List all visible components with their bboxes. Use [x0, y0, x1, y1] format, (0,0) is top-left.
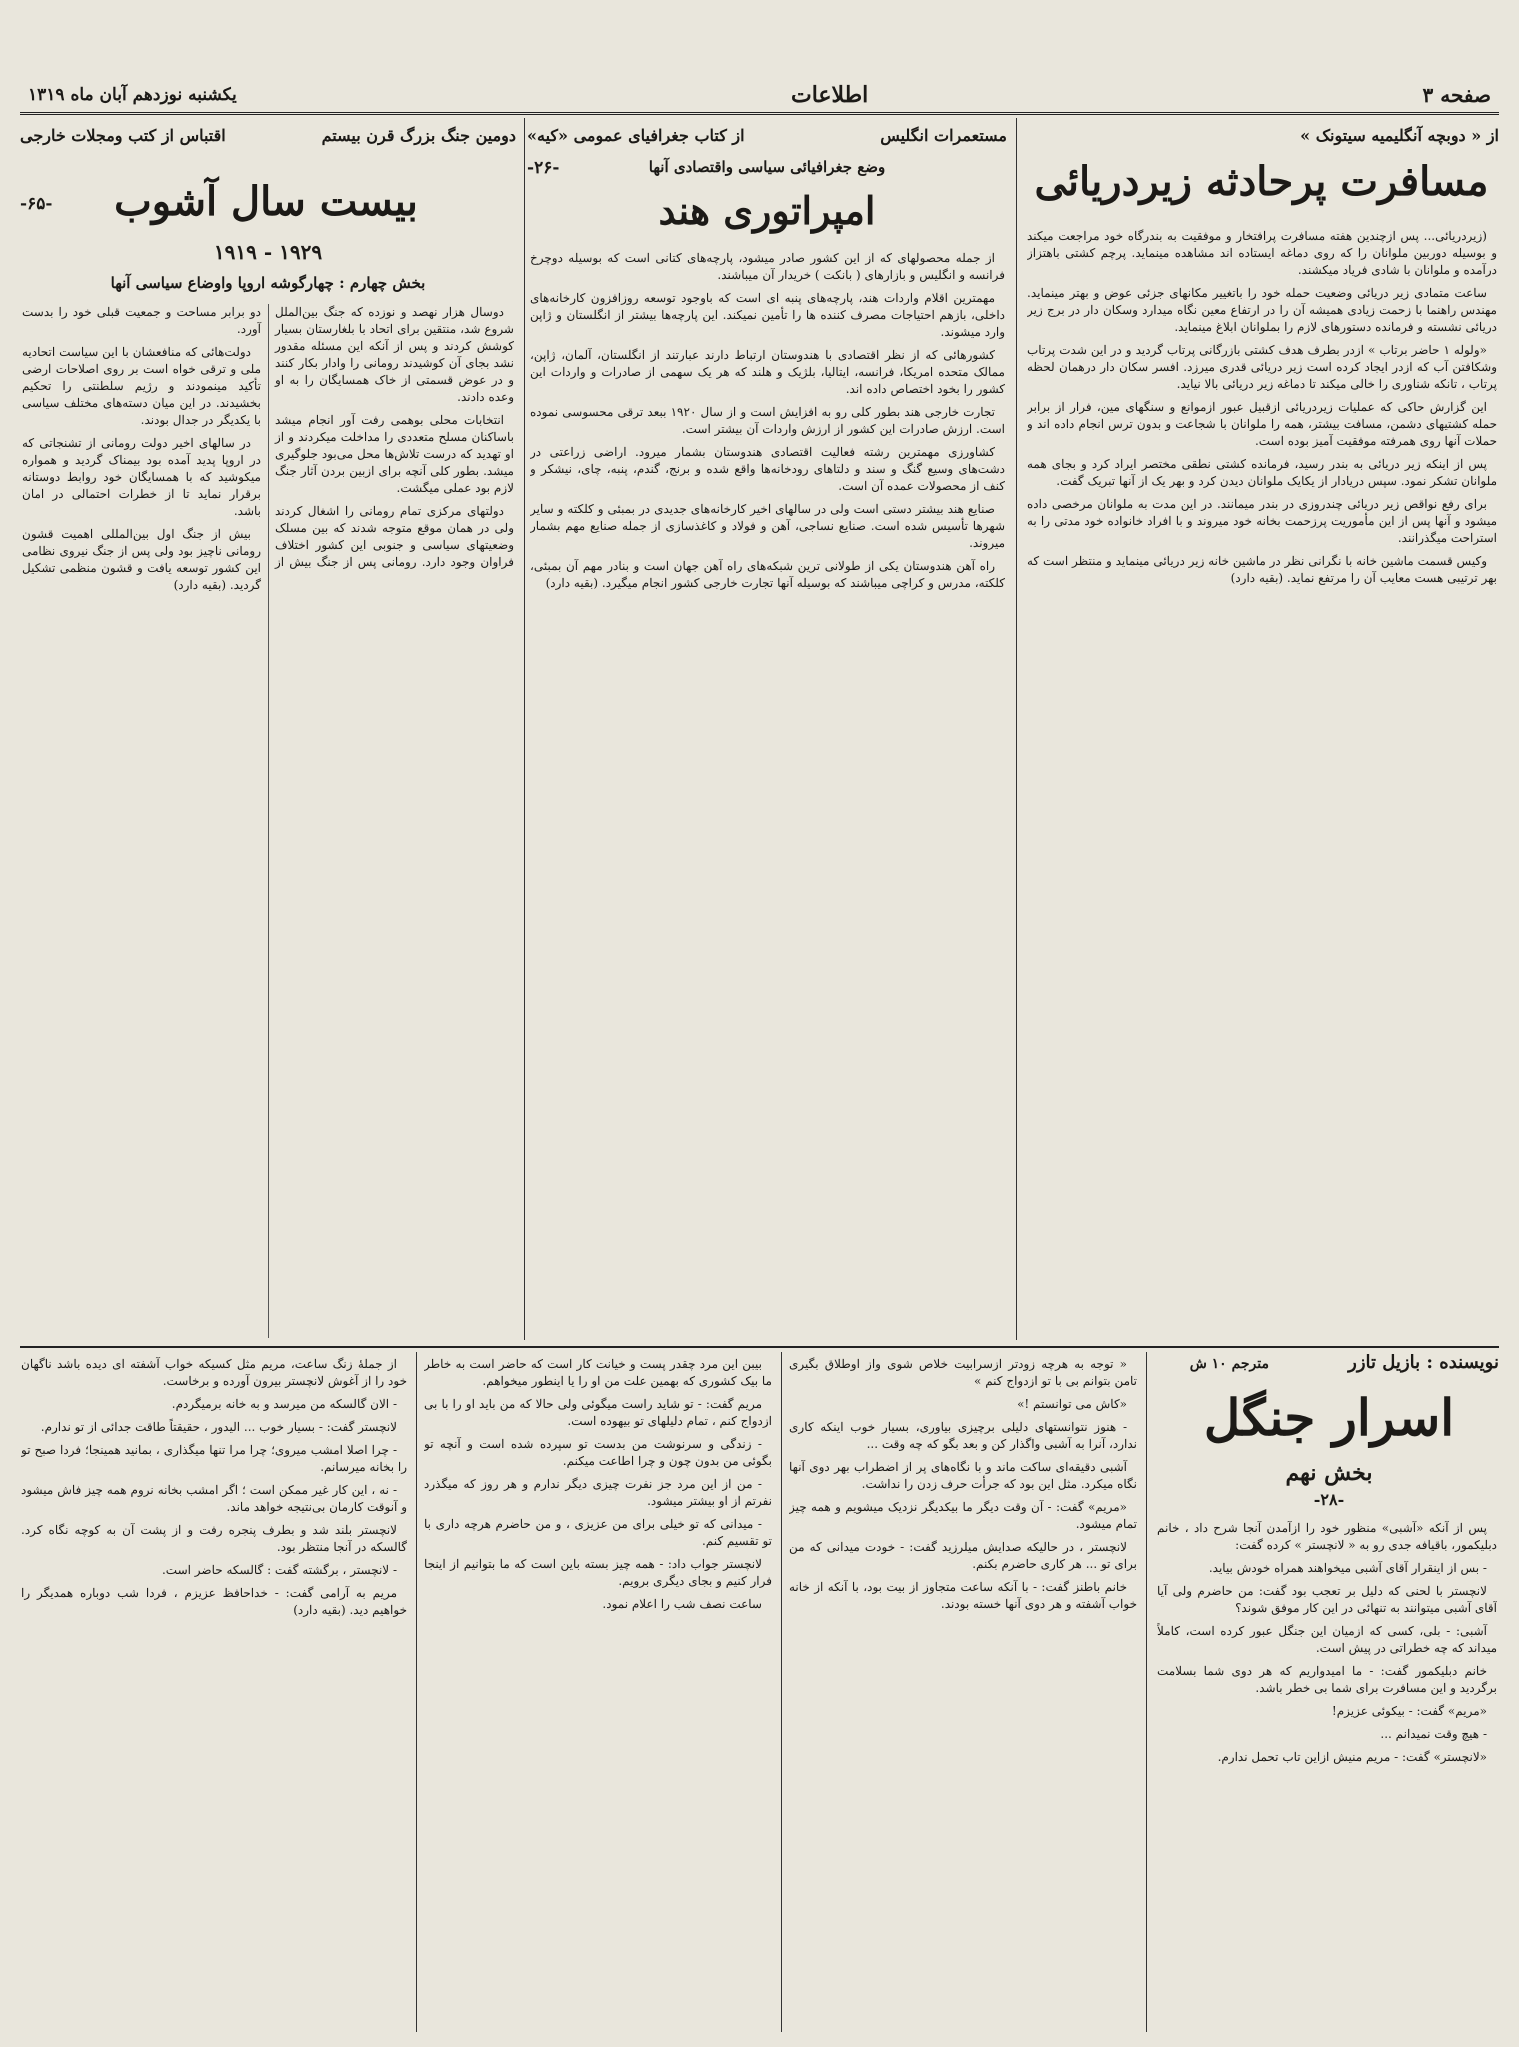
- column-rule: [1146, 1352, 1147, 2032]
- article-title-twenty-years: بیست سال آشوب: [114, 178, 418, 225]
- paragraph: آشبی: - بلی، کسی که ازمیان این جنگل عبور کرده است، کاملاً میداند که چه خطراتی در پیش است.: [1157, 1624, 1497, 1655]
- paragraph: «ولوله ۱ حاضر برتاب » ازدر بطرف هدف کشتی بازرگانی پرتاب گردید و در این شدت پرتاب وشکافتن آب که ازدر ایجاد کرده است زیر دریائی قدری میرزد. افسر سکان دار درهمان لحظه پرتاب ، تانکه شناوری را خالی میکند تا دماغه زیر دریائی بالا نیاید.: [1027, 343, 1497, 391]
- issue-date: یکشنبه نوزدهم آبان ماه ۱۳۱۹: [28, 85, 237, 105]
- paragraph: از جمله محصولهای که از این کشور صادر میشود، پارچه‌های کتانی است که بوسیله دوچرخ فرانسه و انگلیس و بازارهای ( بانکت ) خریدار آن میباشند.: [530, 251, 1005, 282]
- serial-author: نویسنده : بازیل تازر: [1348, 1352, 1499, 1373]
- paragraph: آشبی دقیقه‌ای ساکت ماند و با نگاه‌های پر از اضطراب بهر دوی آنها نگاه میکرد. مثل این بود که جرأت حرف زدن را نداشت.: [789, 1460, 1137, 1491]
- article-title-submarine: مسافرت پرحادثه زیردریائی: [1034, 158, 1489, 205]
- serial-title: اسرار جنگل: [1203, 1388, 1455, 1447]
- paragraph: مریم به آرامی گفت: - خداحافظ عزیزم ، فردا شب دوباره همدیگر را خواهیم دید. (بقیه دارد): [21, 1586, 407, 1617]
- article-submarine-body: [1027, 228, 1497, 1338]
- col3-band: دومین جنگ بزرگ قرن بیستم اقتباس از کتب ومجلات خارجی: [20, 125, 516, 145]
- paragraph: خانم باطنز گفت: - با آنکه ساعت متجاوز از بیت بود، با آنکه از خانه خواب آشفته و هر دوی آنها خسته بودند.: [789, 1580, 1137, 1611]
- paragraph: وکیس قسمت ماشین خانه با نگرانی نظر در ماشین خانه زیر دریائی مینماید و منتظر است که بهر ترتیبی هست معایب آن را مرتفع نماید. (بقیه دارد): [1027, 554, 1497, 585]
- paragraph: (زیردریائی... پس ازچندین هفته مسافرت پرافتخار و موفقیت به بندرگاه خود مراجعت میکند و بوسیله دوربین ملوانان را که روی دماغه ایستاده اند مشاهده مینماید. پرچم کشتی باهتزاز درآمده و ملوانان با شادی فریاد میکشند.: [1027, 229, 1497, 277]
- article-india-number: -۲۶-: [527, 158, 560, 178]
- paragraph: این گزارش حاکی که عملیات زیردریائی ازقبیل عبور ازموانع و سنگهای مین، فرار از برابر حمله کشتیهای دشمن، مسافت بیشتر، همه را ملوانان با شجاعت و بدون ترس انجام داده اند و حملات آنها روی همرفته موفقیت آمیز بوده است.: [1027, 400, 1497, 448]
- masthead: [20, 78, 1499, 115]
- article-twenty-years-body: [22, 304, 514, 1338]
- paragraph: راه آهن هندوستان یکی از طولانی ترین شبکه‌های راه آهن جهان است و بنادر مهم آن بمبئی، کلکته، مدرس و کراچی میباشند که بوسیله آنها تجارت خارجی کشور انجام میگیرد. (بقیه دارد): [530, 559, 1005, 590]
- paragraph: لانچستر با لحنی که دلیل بر تعجب بود گفت: من حاضرم ولی آیا آقای آشبی میتوانند به تنهائی در این کار موفق شوند؟: [1157, 1584, 1497, 1615]
- paragraph: - میدانی که تو خیلی برای من عزیزی ، و من حاضرم هرچه داری با تو تقسیم کنم.: [424, 1517, 772, 1548]
- paragraph: لانچستر ، در حالیکه صدایش میلرزید گفت: - خودت میدانی که من برای تو ... هر کاری حاضرم بکنم.: [789, 1540, 1137, 1571]
- serial-translator: مترجم ۱۰ ش: [1189, 1356, 1269, 1372]
- paragraph: - بس از اینقرار آقای آشبی میخواهند همراه خودش بیاید.: [1208, 1561, 1487, 1575]
- serial-column-2: [789, 1356, 1137, 2030]
- serial-part: بخش نهم: [1285, 1460, 1373, 1486]
- paragraph: مهمترین اقلام واردات هند، پارچه‌های پنبه ای است که باوجود توسعه روزافزون کارخانه‌های داخلی، بازهم احتیاجات مصرف کننده ها را تأمین نمیکند. این پارچه‌ها بیشتر از انگلستان و ژاپن وارد میشوند.: [530, 291, 1005, 339]
- serial-column-3: [424, 1356, 772, 2030]
- column-rule: [524, 118, 525, 1340]
- paragraph: - لانچستر ، برگشته گفت : گالسکه حاضر است.: [161, 1563, 397, 1577]
- paragraph: لانچستر جواب داد: - همه چیز بسته باین است که ما بتوانیم از اینجا فرار کنیم و بجای دیگری برویم.: [424, 1557, 772, 1588]
- paragraph: برای رفع نواقص زیر دریائی چندروزی در بندر میمانند. در این مدت به ملوانان مرخصی داده میشود و آنها پس از این مأموریت پرزحمت بخانه خود میروند و با افراد خانواده خود مدتی را به استراحت میگذرانند.: [1027, 497, 1497, 545]
- paragraph: « توجه به هرچه زودتر ازسرابیت خلاص شوی واز اوطلاق بگیری تامن بتوانم بی با تو ازدواج کنم »: [789, 1357, 1137, 1388]
- paragraph: کشاورزی مهمترین رشته فعالیت اقتصادی هندوستان بشمار میرود. اراضی زراعتی در دشت‌های وسیع گنگ و سند و دلتاهای رودخانه‌ها واقع شده و برنج، گندم، پنبه، چای، نیشکر و کنف از محصولات عمده آن است.: [530, 445, 1005, 493]
- paragraph: - هنوز نتوانستهای دلیلی برچیزی بیاوری، بسیار خوب اینکه کاری ندارد، آنرا به آشبی واگذار کن و بعد بگو که چه وقت ...: [789, 1420, 1137, 1451]
- paragraph: «لانچستر» گفت: - مریم منیش ازاین تاب تحمل ندارم.: [1217, 1750, 1487, 1764]
- paragraph: - هیچ وقت نمیدانم ...: [1380, 1727, 1487, 1741]
- paragraph: ساعت نصف شب را اعلام نمود.: [602, 1597, 762, 1611]
- serial-column-4: [21, 1356, 407, 2030]
- paragraph: - زندگی و سرنوشت من بدست تو سپرده شده است و آنچه تو بگوئی من بدون چون و چرا اطاعت میکنم.: [424, 1437, 772, 1468]
- article-title-india: امپراتوری هند: [658, 188, 876, 233]
- paragraph: مریم گفت: - تو شاید راست میگوئی ولی حالا که من باید او را با بی ازدواج کنم ، تمام دلیلهای تو بیهوده است.: [424, 1397, 772, 1428]
- paragraph: کشورهائی که از نظر اقتصادی با هندوستان ارتباط دارند عبارتند از انگلستان، آلمان، ژاپن، ممالک متحده امریکا، فرانسه، ایتالیا، بلژیک و هلند که هر یک سهمی از صادرات و واردات این کشور را بخود اختصاص داده اند.: [530, 348, 1005, 396]
- paragraph: بیبن این مرد چقدر پست و خیانت کار است که حاضر است به خاطر ما بیک کشوری که بهمین علت من او را یا اینطور میخواهم.: [424, 1357, 772, 1388]
- article-india-pretitle: وضع جغرافیائی سیاسی واقتصادی آنها: [648, 158, 886, 176]
- col2-band: مستعمرات انگلیس از کتاب جغرافیای عمومی «کیه»: [527, 125, 1007, 145]
- serial-column-1: [1157, 1520, 1497, 2030]
- page-number: صفحه ۳: [1422, 83, 1491, 107]
- paragraph: - من از این مرد جز نفرت چیزی دیگر ندارم و هر روز که میگذرد نفرتم از او بیشتر میشود.: [424, 1477, 772, 1508]
- article-india-body: [530, 250, 1005, 1338]
- section-divider: [20, 1346, 1499, 1348]
- paragraph: از جملۀ زنگ ساعت، مریم مثل کسیکه خواب آشفته ای دیده باشد ناگهان خود را از آغوش لانچستر بیرون آورده و برخاست.: [21, 1357, 407, 1388]
- paragraph: در سالهای اخیر دولت رومانی از تشنجاتی که در اروپا پدید آمده بود بیمناک گردید و همواره میکوشید که با همسایگان خود روابط دوستانه برقرار نماید تا از خطرات احتمالی در امان باشد.: [22, 436, 261, 518]
- col1-band: از « دوبچه آنگلیمیه سیتونک »: [1300, 125, 1499, 145]
- article-twenty-years-number: -۶۵-: [20, 194, 53, 214]
- paragraph: انتخابات محلی بوهمی رفت آور انجام میشد باساکنان مسلح متعددی را مداخلت میکردند و از او تهدید که درست تلاش‌ها محل می‌بود جلوگیری میشد. بطور کلی آنچه برای ازبین بردن آثار جنگ لازم بود عملی میگشت.: [275, 413, 514, 495]
- paragraph: «مریم» گفت: - بیکوئی عزیزم!: [1331, 1704, 1487, 1718]
- article-twenty-years-section: بخش چهارم : چهارگوشه اروپا واوضاع سیاسی آنها: [110, 274, 426, 292]
- paragraph: لانچستر گفت: - بسیار خوب ... الیدور ، حقیقتاً طاقت جدائی از تو ندارم.: [40, 1420, 397, 1434]
- column-rule: [781, 1352, 782, 2032]
- serial-number: -۲۸-: [1313, 1490, 1345, 1509]
- paragraph: «کاش می توانستم !»: [1017, 1397, 1127, 1411]
- paragraph: دوسال هزار نهصد و نوزده که جنگ بین‌الملل شروع شد، منتقین برای اتحاد با بلغارستان بسیار کوشش کردند و پس از آنکه این مسئله مقدور نشد بجای آن کوشیدند رومانی را وادار بکار کنند و در عوض قسمتی از خاک همسایگان را به او وعده دادند.: [275, 305, 514, 404]
- paragraph: پس از اینکه زیر دریائی به بندر رسید، فرمانده کشتی نطقی مختصر ایراد کرد و بجای همه ملوانان تشکر نمود. سپس دریادار از یکایک ملوانان دیدن کرد و بهر یک از آنها تبریک گفت.: [1027, 457, 1497, 488]
- paragraph: خانم دبلیکمور گفت: - ما امیدواریم که هر دوی شما بسلامت برگردید و این مسافرت برای شما بی خطر باشد.: [1157, 1664, 1497, 1695]
- article-twenty-years-years: ۱۹۲۹ - ۱۹۱۹: [213, 240, 323, 264]
- paragraph: ساعت متمادی زیر دریائی وضعیت حمله خود را باتغییر مکانهای جزئی عوض و بهتر مینماید. مهندس راهنما با زحمت زیادی همیشه آن را در ارتفاع معین نگاه میدارد وسکان دار در برج زیر دریائی نشسته و فرمانده دستورهای لازم را بملوانان ابلاغ مینماید.: [1027, 286, 1497, 334]
- paragraph: دولت‌هائی که منافعشان با این سیاست اتحادیه ملی و ترقی خواه است بر روی اصلاحات ارضی تأکید مینمودند و رژیم سلطنتی را تحکیم بخشیدند. در این میان دسته‌های مختلف سیاسی با یکدیگر در جدال بودند.: [22, 345, 261, 427]
- paragraph: دولتهای مرکزی تمام رومانی را اشغال کردند ولی در همان موقع متوجه شدند که بین مسلک وضعیتهای سیاسی و جنوبی این کشور اختلاف فراوان وجود دارد. رومانی پس از جنگ بیش از دو برابر مساحت و جمعیت قبلی خود را بدست آورد.: [22, 305, 514, 569]
- column-rule: [416, 1352, 417, 2032]
- paragraph: صنایع هند بیشتر دستی است ولی در سالهای اخیر کارخانه‌های جدیدی در بمبئی و کلکته و سایر شهرها تأسیس شده است. صنایع نساجی، آهن و فولاد و کاغذسازی از جمله صنایع مهم بشمار میروند.: [530, 502, 1005, 550]
- paragraph: - الان گالسکه من میرسد و به خانه برمیگردم.: [171, 1397, 397, 1411]
- paper-name: اطلاعات: [791, 82, 869, 108]
- paragraph: بیش از جنگ اول بین‌المللی اهمیت قشون رومانی ناچیز بود ولی پس از جنگ نیروی نظامی این کشور توسعه یافت و قشون منظمی تشکیل گردید. (بقیه دارد): [22, 527, 261, 592]
- paragraph: تجارت خارجی هند بطور کلی رو به افزایش است و از سال ۱۹۲۰ ببعد ترقی محسوسی نموده است. ارزش صادرات این کشور از ارزش واردات آن بیشتر است.: [530, 405, 1005, 436]
- paragraph: - نه ، این کار غیر ممکن است ؛ اگر امشب بخانه نروم همه چیز فاش میشود و آنوقت کارمان بی‌نتیجه خواهد ماند.: [21, 1483, 407, 1514]
- paragraph: لانچستر بلند شد و بطرف پنجره رفت و از پشت آن به کوچه نگاه کرد. گالسکه در آنجا منتظر بود.: [21, 1523, 407, 1554]
- paragraph: «مریم» گفت: - آن وقت دیگر ما بیکدیگر نزدیک میشویم و همه چیز تمام میشود.: [789, 1500, 1137, 1531]
- paragraph: پس از آنکه «آشبی» منظور خود را ازآمدن آنجا شرح داد ، خانم دبلیکمور، باقیافه جدی رو به « لانچستر » کرده گفت:: [1157, 1521, 1497, 1552]
- paragraph: - چرا اصلا امشب میروی؛ چرا مرا تنها میگذاری ، بمانید همینجا؛ فردا صبح تو را بخانه میرسانم.: [21, 1443, 407, 1474]
- column-rule: [1016, 118, 1017, 1340]
